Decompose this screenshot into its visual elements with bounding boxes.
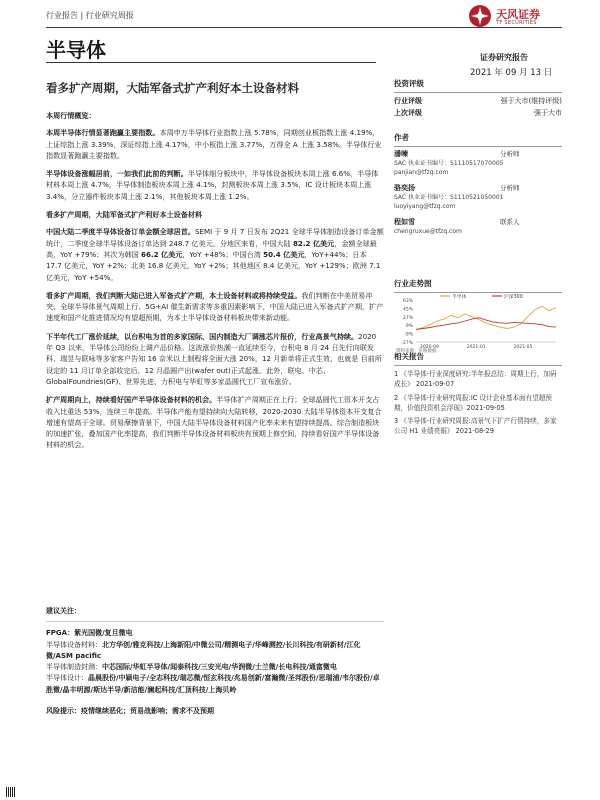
- author-entry: [394, 184, 562, 218]
- fpga-stocks: FPGA：紫光国微/复旦微电: [46, 629, 133, 638]
- author-email[interactable]: chengruxue@tfzq.com: [394, 228, 462, 235]
- legend-label: 沪深300: [504, 295, 523, 300]
- related-report[interactable]: 1 《半导体-行业深度研究:半年报总结：周期上行，加码成长》 2021-09-07: [394, 370, 557, 389]
- logo: [468, 4, 558, 30]
- paragraph-1: [46, 127, 384, 161]
- author-cert: SAC 执业证书编号：S1110521050001: [394, 194, 504, 201]
- mfg-line: [46, 662, 384, 673]
- trend-chart: [394, 292, 562, 354]
- p6-text: 半导体扩产周期正在上行；全球晶圆代工资本开支占收入比重达 53%，连续三年提高。半导体产能有望持续向大陆转移，2020-2030 大陆半导体资本开支复合增速有望高于全球。贸易摩擦背景下，中国大陆半导体设备材料国产化率未来有望持续提高。综合制造板块的加速扩张，叠加国产化率提高，我们判断半导体设备材料板块有预期上修空间，持续看好国产半导体设备材料的机会。: [46, 395, 382, 450]
- qr-code-icon: [6, 787, 16, 797]
- suggest-title: 建议关注：: [46, 607, 81, 615]
- logo-text: 天风证券: [496, 8, 540, 21]
- p5-text: 2020 年 Q3 以来，半导体公司纷纷上调产品价格。这波涨价热潮一直延续至今，台积电 8 月 24 日先行向联发科、瑞昱与联咏等多家客户告知 16 奈米以上制程将全面大涨 20%，12 月新单将正式生效，也就是 目前所设定的 11 月订单全部收完后，12 月晶圆产出(wafer out)正式起涨。此外，联电、中芯、GlobalFoundries(GF)、世界先进、力积电与华虹等多家晶圆代工厂宣布涨价。: [46, 331, 382, 386]
- author-entry: [394, 150, 562, 184]
- x-tick-label: 2020-09: [420, 345, 439, 350]
- x-tick-label: 2021-01: [466, 345, 486, 350]
- paragraph-5: [46, 331, 384, 387]
- risk-label: 风险提示：: [46, 707, 81, 716]
- related-report[interactable]: 2 《半导体-行业研究周报:IC 设计企业基本面有望超预期，价值投资机会浮现》2021-09-05: [394, 393, 553, 412]
- p3-highlight-2: 66.2 亿美元: [141, 249, 183, 259]
- mfg-label: 半导体制造封测：: [46, 663, 102, 672]
- paragraph-6: [46, 394, 384, 450]
- overview-title: 本周行情概览：: [46, 111, 96, 120]
- design-stocks: 晶晨股份/中颖电子/全志科技/瑞芯微/恒玄科技/兆易创新/富瀚微/圣邦股份/思瑞浦/韦尔股份/卓胜微/晶丰明源/斯达半导/新洁能/澜起科技/汇顶科技/上海贝岭: [46, 674, 380, 694]
- rating-title: 投资评级: [394, 79, 424, 88]
- p3-text-a: SEMI 于 9 月 7 日发布 2Q21 全球半导体制造设备订单金额统计，二季度全球半导体设备订单达到 248.7 亿美元，分地区来看，中国大陆: [46, 227, 384, 248]
- legend-label: 半导体: [452, 295, 467, 300]
- logo-subtext: TF SECURITIES: [496, 20, 537, 26]
- suggestions: [46, 606, 384, 717]
- title-rule: [46, 62, 376, 63]
- author-email[interactable]: panjian@tfzq.com: [394, 169, 449, 176]
- p4-text: 我们判断在中美贸易冲突、全球半导体景气周期上行、5G+AI 催生新需求等多重因素影响下，中国大陆已进入军备式扩产期，扩产速度和国产化推进情况均有望超预期，为本土半导体设备材料板块带来新动能。: [46, 290, 384, 323]
- related-report[interactable]: 3 《半导体-行业研究周报:高景气下扩产行情持续，多家公司 H1 业绩亮眼》 2021-08-29: [394, 417, 557, 436]
- y-tick-label: 27%: [402, 315, 413, 321]
- risk-line: [46, 706, 384, 717]
- section-2-title: 看多扩产周期，大陆军备式扩产利好本土设备材料: [46, 210, 203, 220]
- prev-rating-value: 强于大市: [534, 109, 562, 117]
- author-email[interactable]: luoyiyang@tfzq.com: [394, 203, 456, 210]
- prev-rating-row: [394, 107, 562, 119]
- paragraph-2: [46, 168, 384, 202]
- p2-lead: 半导体设备涨幅居前，一如我们此前的判断。: [46, 169, 188, 179]
- headline: 看多扩产周期，大陆军备式扩产利好本土设备材料: [46, 81, 299, 95]
- author-role: 分析师: [500, 184, 520, 192]
- rating-row: [394, 95, 562, 107]
- fpga-line: [46, 628, 384, 639]
- p1-lead: 本周半导体行情显著跑赢主要指数。: [46, 128, 160, 138]
- y-tick-label: 63%: [402, 299, 413, 304]
- mfg-stocks: 中芯国际/华虹半导体/闻泰科技/三安光电/华润微/士兰微/长电科技/通富微电: [102, 663, 337, 672]
- report-type: 证券研究报告: [480, 53, 528, 62]
- design-line: [46, 673, 384, 696]
- author-name: 骆奕扬: [394, 184, 415, 192]
- author-role: 联系人: [500, 218, 520, 226]
- sector-title: 半导体: [46, 38, 106, 62]
- rating-panel: [394, 78, 562, 119]
- author-name: 潘暕: [394, 150, 408, 158]
- trend-title: 行业走势图: [394, 279, 432, 288]
- risk-text: 疫情继续恶化；贸易战影响；需求不及预期: [81, 707, 214, 716]
- author-cert: SAC 执业证书编号：S1110517070005: [394, 160, 504, 167]
- rating-value: 强于大市(维持评级): [500, 97, 562, 105]
- p6-lead: 扩产周期向上，持续看好国产半导体设备材料的机会。: [46, 395, 217, 405]
- main-content: [46, 110, 384, 458]
- author-entry: [394, 218, 562, 240]
- logo-icon: [468, 4, 492, 28]
- y-tick-label: 45%: [402, 307, 413, 313]
- p3-highlight-1: 82.2 亿美元: [292, 238, 335, 248]
- author-role: 分析师: [500, 150, 520, 158]
- y-tick-label: 9%: [405, 324, 413, 330]
- p3-text-b: ，金额全球最高，YoY +79%；其次为韩国: [46, 238, 377, 259]
- equip-label: 半导体设备材料：: [46, 640, 102, 649]
- equip-stocks: 北方华创/雅克科技/上海新阳/中微公司/精测电子/华峰测控/长川科技/有研新材/江化微/ASM pacific: [46, 640, 361, 660]
- p1-text: 本周申万半导体行业指数上涨 5.78%，同期创业板指数上涨 4.19%，上证综指上涨 3.39%，深证综指上涨 4.17%，中小板指上涨 3.77%，万得全 A 上涨 3.58%。半导体行业指数显著跑赢主要指数。: [46, 128, 382, 160]
- design-label: 半导体设计：: [46, 674, 88, 683]
- paragraph-3: [46, 226, 384, 282]
- rating-label: 行业评级: [394, 97, 422, 105]
- series-line-1: [416, 318, 556, 330]
- x-tick-label: 2021-05: [513, 345, 533, 350]
- p5-lead: 下半年代工厂涨价延续，以台积电为首的多家国际、国内制造大厂调涨芯片报价，行业高景气持续。: [46, 331, 359, 341]
- related-title: 相关报告: [394, 352, 424, 361]
- y-tick-label: -9%: [404, 332, 413, 338]
- prev-rating-label: 上次评级: [394, 109, 422, 117]
- p4-lead: 看多扩产周期，我们判断大陆已进入军备式扩产期，本土设备材料或将持续受益。: [46, 290, 302, 300]
- authors-title: 作者: [394, 133, 409, 142]
- p3-lead: 中国大陆二季度半导体设备订单金额全球居首。: [46, 227, 195, 237]
- p3-highlight-3: 50.4 亿美元: [263, 249, 305, 259]
- related-panel: [394, 352, 562, 439]
- p2-text: 半导体细分板块中，半导体设备板块本周上涨 6.6%，半导体材料本周上涨 4.7%，半导体制造板块本周上涨 4.1%，封测板块本周上涨 3.5%，IC 设计板块本周上涨 3.4%，分立器件板块本周上涨 2.1%，其他板块本周上涨 1.2%。: [46, 169, 379, 201]
- equip-line: [46, 640, 384, 663]
- trend-panel: [394, 278, 562, 293]
- paragraph-4: [46, 290, 384, 324]
- chart-source: 资料来源：贝格数据: [396, 349, 437, 354]
- p3-text-c: ，YoY +48%；中国台湾: [182, 249, 264, 259]
- report-date: 2021 年 09 月 13 日: [470, 68, 553, 78]
- p3-text-d: ，YoY+44%；日本 17.7 亿美元，YoY +2%；北美 16.8 亿美元，YoY +2%；其他地区 8.4 亿美元，YoY +129%；欧洲 7.1 亿美元，YoY +54%。: [46, 249, 381, 282]
- authors-panel: [394, 132, 562, 240]
- author-name: 程如雪: [394, 218, 415, 226]
- y-tick-label: -27%: [401, 341, 413, 346]
- report-category: 行业报告 | 行业研究周报: [46, 11, 134, 20]
